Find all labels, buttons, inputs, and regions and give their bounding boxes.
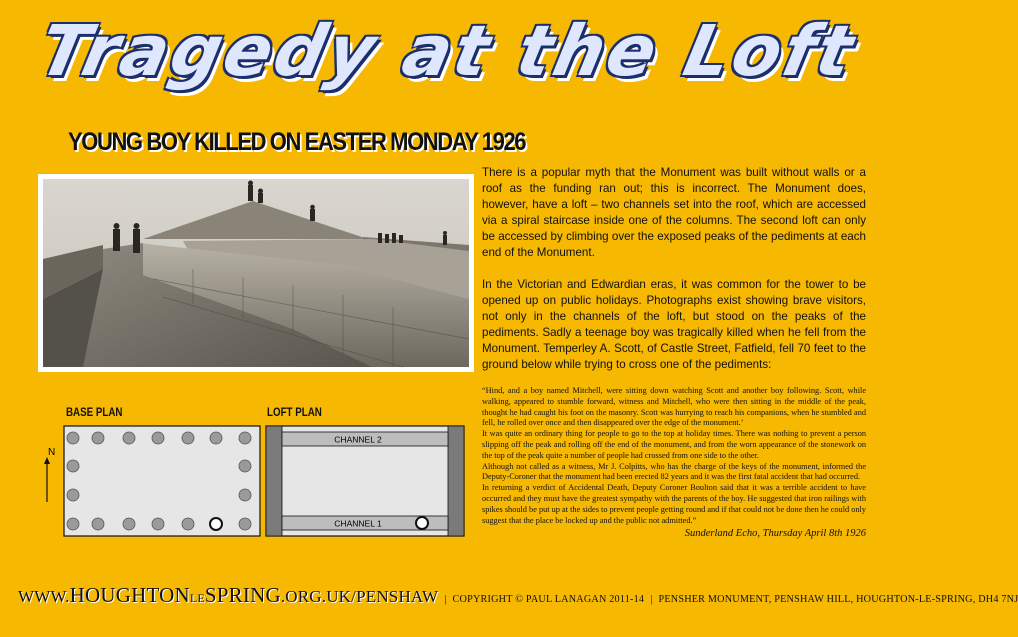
column-icon	[152, 432, 164, 444]
column-icon	[67, 489, 79, 501]
web-spring: SPRING	[204, 583, 281, 607]
column-icon	[210, 432, 222, 444]
article-body	[482, 165, 866, 389]
quote-paragraph-2: It was quite an ordinary thing for people to go to the top at holiday times. There was nothing to prevent a person slipping off the peak and rolling off the end of the monument, and from the worn appearance of the stonework on the top of the peak quite a number of people had crossed from one side to the other.	[482, 429, 866, 460]
quote-paragraph-3: Although not called as a witness, Mr J. Colpitts, who has the charge of the keys of the monument, informed the Deputy-Coroner that the monument had been erected 82 years and it was the first fatal accident that had occurred.	[482, 461, 866, 482]
plans-diagram	[40, 422, 480, 542]
column-icon	[152, 518, 164, 530]
base-plan	[64, 426, 260, 536]
poster-subtitle: YOUNG BOY KILLED ON EASTER MONDAY 1926	[68, 128, 526, 156]
staircase-column-icon	[210, 518, 222, 530]
column-icon	[92, 518, 104, 530]
column-icon	[123, 432, 135, 444]
column-icon	[67, 518, 79, 530]
quote-source: Sunderland Echo, Thursday April 8th 1926	[684, 528, 866, 540]
loft-plan-label: LOFT PLAN	[267, 407, 322, 419]
footer-copyright: COPYRIGHT © PAUL LANAGAN 2011-14	[452, 594, 645, 605]
loft-plan	[266, 426, 464, 536]
north-label: N	[48, 447, 56, 458]
quote-paragraph-4: In returning a verdict of Accidental Death, Deputy Coroner Boulton said that it was a terrible accident to have occurred and they must have the greatest sympathy with the parents of the boy. He suggested that iron railings with spikes should be put up at the sides to prevent people getting round and if that could not be done then he could only suggest that the place be locked up and the public not admitted.”	[482, 483, 866, 525]
newspaper-quote	[482, 386, 866, 540]
plans-svg	[40, 422, 480, 542]
quote-paragraph-1: “Hind, and a boy named Mitchell, were sitting down watching Scott and another boy following. Scott, while walking, appeared to stumble forward, witness and Mitchell, who were then sitting in the middle of the peak, thought he had caught his foot on the masonry. Scott was hurrying to reach his companions, when he stumbled and fell, he rolled over once and then disappeared over the edge of the monument.’	[482, 386, 866, 428]
column-icon	[67, 432, 79, 444]
column-icon	[182, 518, 194, 530]
poster-title: Tragedy at the Loft	[32, 10, 864, 92]
monument-roof-photo	[38, 174, 474, 372]
column-icon	[182, 432, 194, 444]
web-houghton: HOUGHTON	[69, 583, 190, 607]
body-paragraph-2: In the Victorian and Edwardian eras, it was common for the tower to be opened up on public holidays. Photographs exist showing brave visitors, not only in the channels of the loft, but stood on the peaks of the pediments. Sadly a teenage boy was tragically killed when he fell from the Monument. Temperley A. Scott, of Castle Street, Fatfield, fell 70 feet to the ground below while trying to cross one of the pediments:	[482, 278, 866, 371]
column-icon	[123, 518, 135, 530]
body-paragraph-1: There is a popular myth that the Monument was built without walls or a roof as the funding ran out; this is incorrect. The Monument does, however, have a loft – two channels set into the roof, which are accessed via a spiral staircase inside one of the columns. The second loft can only be accessed by climbing over the exposed peaks of the pediments at each end of the Monument.	[482, 166, 866, 259]
footer-separator-2: |	[650, 594, 653, 605]
column-icon	[239, 432, 251, 444]
column-icon	[239, 518, 251, 530]
web-le: LE	[189, 591, 205, 605]
base-plan-label: BASE PLAN	[66, 407, 123, 419]
channel-2-label: CHANNEL 2	[334, 434, 382, 445]
footer-location: PENSHER MONUMENT, PENSHAW HILL, HOUGHTON-LE-SPRING, DH4 7NJ	[658, 594, 1018, 605]
photo-illustration	[43, 179, 469, 367]
website-link[interactable]	[18, 583, 438, 608]
column-icon	[92, 432, 104, 444]
loft-staircase-icon	[416, 517, 428, 529]
column-icon	[67, 460, 79, 472]
channel-1-label: CHANNEL 1	[334, 518, 382, 529]
footer-separator-1: |	[444, 594, 447, 605]
column-icon	[239, 489, 251, 501]
web-suffix: .ORG.UK/PENSHAW	[280, 587, 439, 606]
footer	[18, 583, 1018, 609]
north-arrow-head-icon	[44, 457, 50, 464]
column-icon	[239, 460, 251, 472]
web-prefix: WWW.	[18, 587, 70, 606]
